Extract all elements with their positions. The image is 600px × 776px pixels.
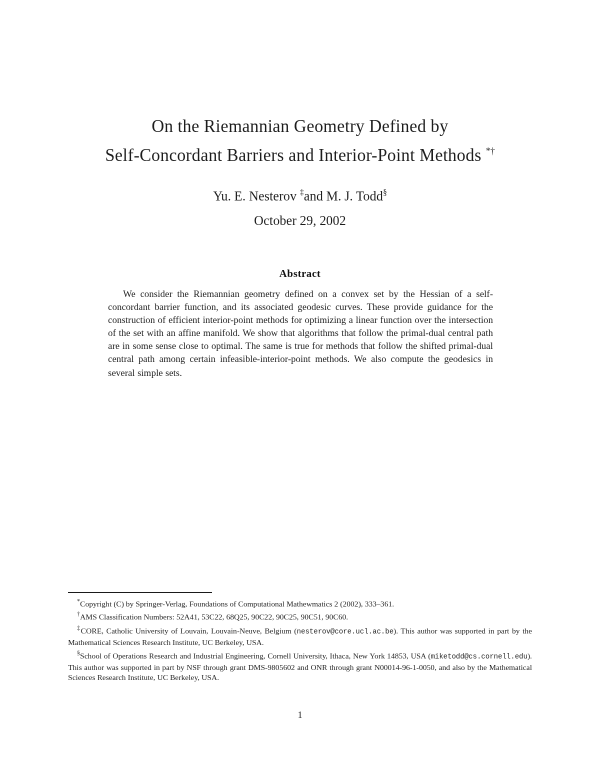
author-first: Yu. E. Nesterov [213,188,300,204]
footnote-copyright-text: Copyright (C) by Springer-Verlag, Foundations of Computational Mathewmatics 2 (2002), 333–361. [80,599,395,609]
footnote-ams-classification [68,610,532,623]
author-footnote-mark-2: § [382,188,387,197]
page-number: 1 [297,710,303,721]
publication-date: October 29, 2002 [254,213,346,228]
author-footnote-mark-1: ‡ [299,188,304,197]
email-nesterov[interactable]: nesterov@core.ucl.ac.be [296,628,394,637]
footnote-todd-part2: ). This author was supported in part by NSF through grant DMS-9805602 and ONR through grant N00014-96-1-0050, and also by the Mathematical Sciences Research Institute, UC Berkeley, USA. [68,651,532,683]
footnote-mark-dagger: † [77,612,80,619]
footnote-copyright [68,597,532,610]
footnote-nesterov-part2: ). This author was supported in part by the Mathematical Sciences Research Institute, UC Berkeley, USA. [68,626,532,647]
abstract-body: We consider the Riemannian geometry defined on a convex set by the Hessian of a self-concordant barrier function, and its associated geodesic curves. These provide guidance for the construction of efficient interior-point methods for optimizing a linear function over the intersection of the set with an affine manifold. We show that algorithms that follow the primal-dual central path are in some sense close to optimal. The same is true for methods that follow the shifted primal-dual central path among certain infeasible-interior-point methods. We also compute the geodesics in several simple sets. [108,290,493,379]
footnote-affiliation-nesterov [68,624,532,649]
footnote-ams-text: AMS Classification Numbers: 52A41, 53C22, 68Q25, 90C22, 90C25, 90C51, 90C60. [80,613,349,623]
author-second: and M. J. Todd [303,188,383,204]
email-todd[interactable]: miketodd@cs.cornell.edu [430,653,528,662]
footnote-affiliation-todd [68,649,532,684]
title-footnote-marks: *† [485,146,495,156]
footnote-list [68,597,532,684]
footnote-mark-section: § [77,650,80,657]
footnote-todd-part1: School of Operations Research and Industrial Engineering, Cornell University, Ithaca, New York 14853, USA ( [80,651,431,661]
author-list [0,184,600,205]
title-line-2-text: Self-Concordant Barriers and Interior-Point Methods [105,144,482,165]
abstract-heading: Abstract [279,269,321,280]
footnote-separator-rule [68,592,212,593]
footnote-nesterov-part1: CORE, Catholic University of Louvain, Louvain-Neuve, Belgium ( [80,626,297,636]
footnote-mark-doubledagger: ‡ [77,625,81,632]
title-line-2 [0,139,600,168]
footnote-mark-asterisk: * [77,599,80,605]
title-line-1: On the Riemannian Geometry Defined by [151,116,449,136]
paper-title [0,114,600,168]
